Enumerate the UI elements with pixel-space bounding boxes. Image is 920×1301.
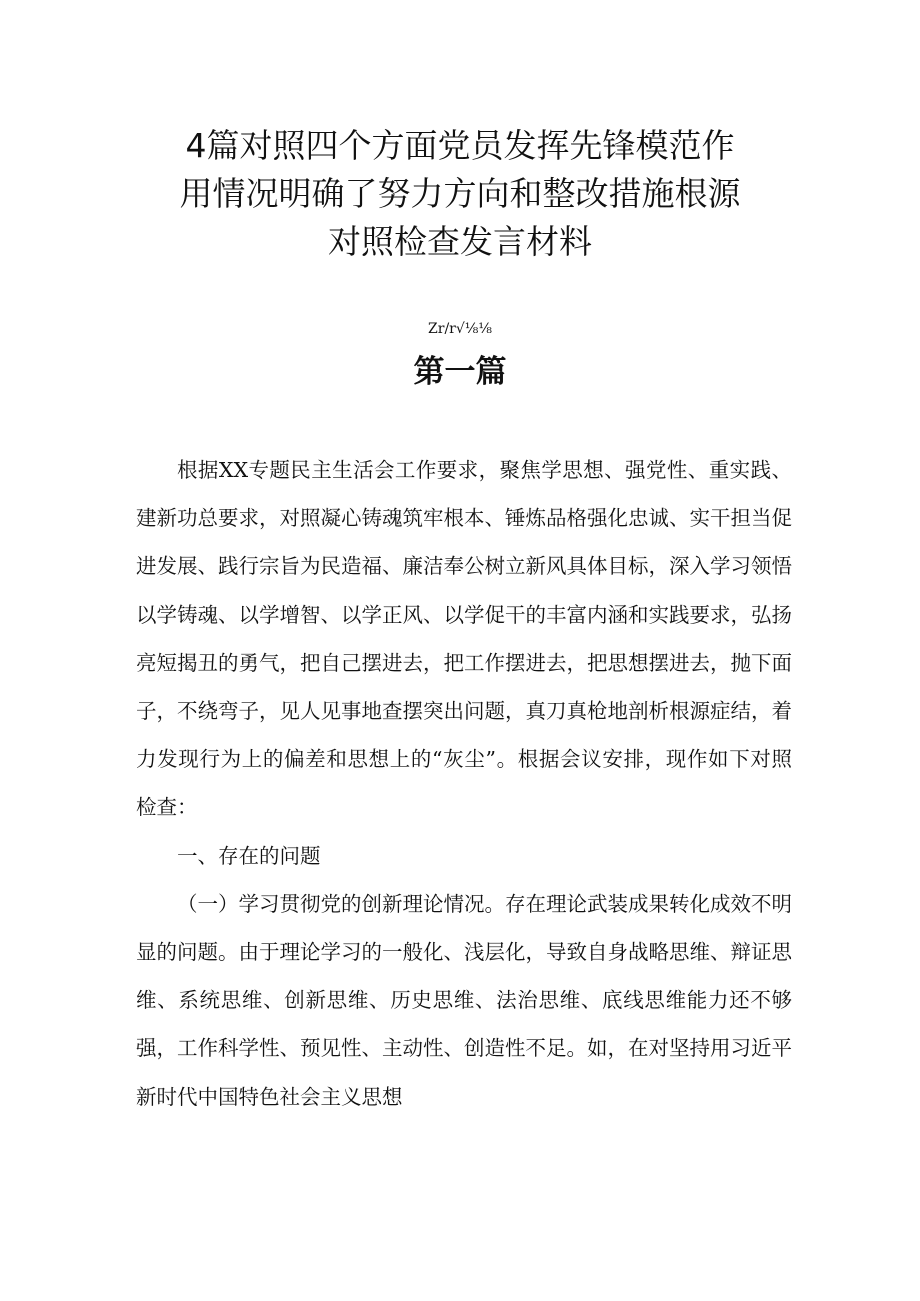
section-heading: 第一篇 [413,354,507,390]
document-subtitle: Zr/r√⅛⅛ [428,321,492,337]
body-paragraph-intro: 根据XX专题民主生活会工作要求，聚焦学思想、强党性、重实践、建新功总要求，对照凝心铸魂筑牢根本、锤炼品格强化忠诚、实干担当促进发展、践行宗旨为民造福、廉洁奉公树立新风具体目标，深入学习领悟以学铸魂、以学增智、以学正风、以学促干的丰富内涵和实践要求，弘扬亮短揭丑的勇气，把自己摆进去，把工作摆进去，把思想摆进去，抛下面子，不绕弯子，见人见事地查摆突出问题，真刀真枪地剖析根源症结，着力发现行为上的偏差和思想上的“灰尘”。根据会议安排，现作如下对照检查： [136,458,792,820]
title-line-2: 用情况明确了努力方向和整改措施根源 [179,174,741,213]
title-line-1: 4篇对照四个方面党员发挥先锋模范作 [185,126,735,165]
body-heading-problems: 一、存在的问题 [177,843,321,868]
title-line-3: 对照检查发言材料 [328,222,592,261]
body-paragraph-theory: （一）学习贯彻党的创新理论情况。存在理论武装成果转化成效不明显的问题。由于理论学习的一般化、浅层化，导致自身战略思维、辩证思维、系统思维、创新思维、历史思维、法治思维、底线思维能力还不够强，工作科学性、预见性、主动性、创造性不足。如，在对坚持用习近平新时代中国特色社会主义思想 [136,891,792,1109]
document-body [136,446,792,1121]
document-title [120,122,800,266]
